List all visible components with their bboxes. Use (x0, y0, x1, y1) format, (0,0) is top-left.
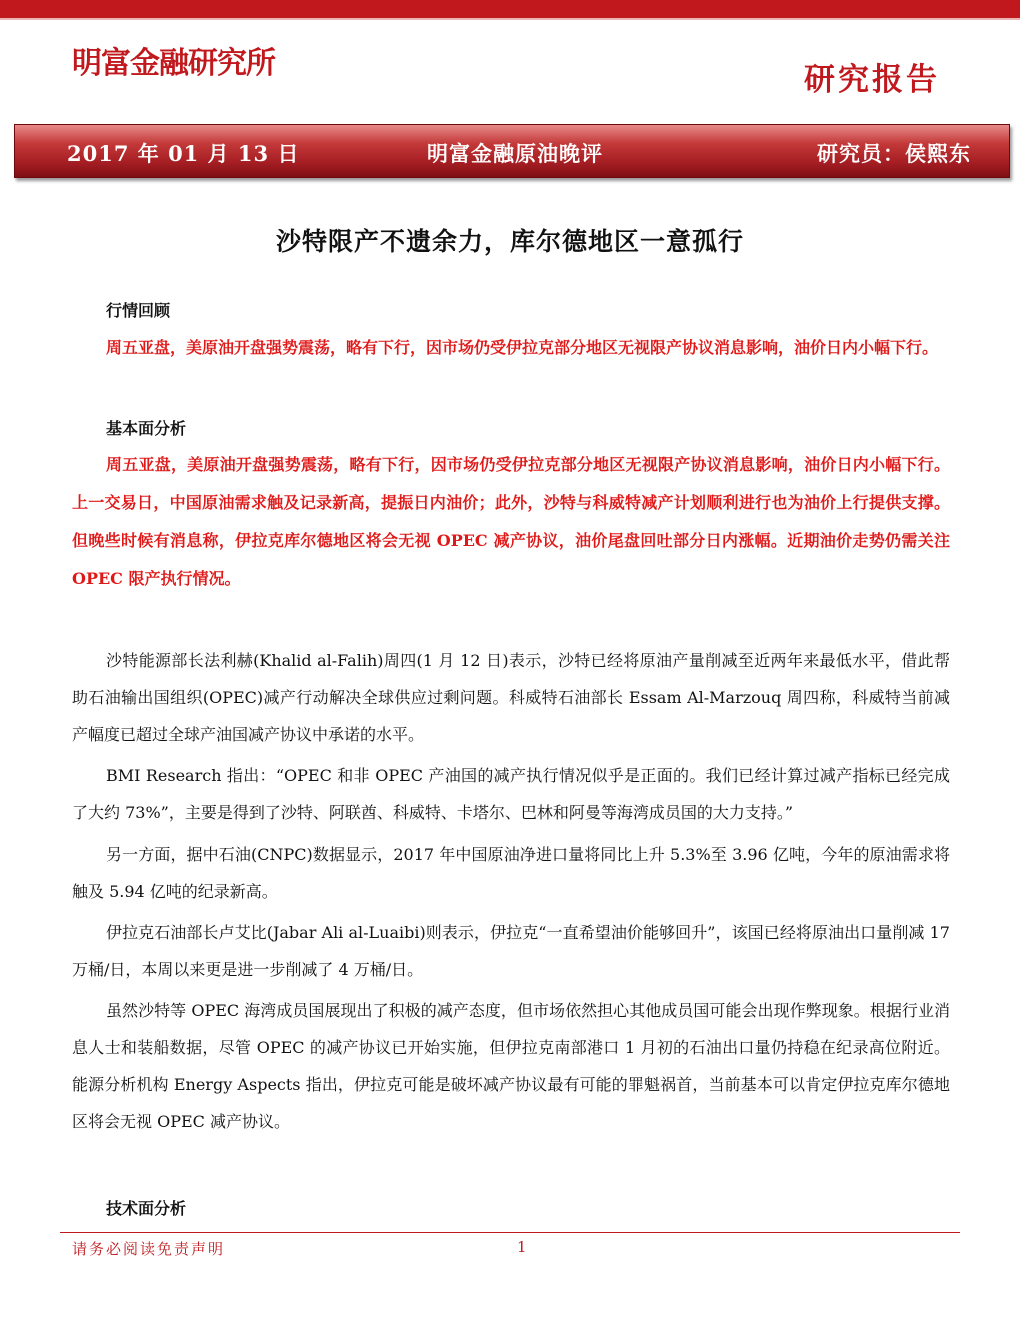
company-logo: 明富金融研究所 (72, 46, 275, 81)
header-banner (14, 124, 1010, 178)
footer-divider (60, 1232, 960, 1233)
disclaimer-link[interactable]: 请务必阅读免责声明 (72, 1240, 226, 1258)
body-paragraph-5: 虽然沙特等 OPEC 海湾成员国展现出了积极的减产态度，但市场依然担心其他成员国可能会出现作弊现象。根据行业消息人士和装船数据，尽管 OPEC 的减产协议已开始实施，但伊拉克南部港口 1 月初的石油出口量仍持稳在纪录高位附近。能源分析机构 Energy Aspects 指出，伊拉克可能是破坏减产协议最有可能的罪魁祸首，当前基本可以肯定伊拉克库尔德地区将会无视 OPEC 减产协议。 (72, 1001, 950, 1131)
body-paragraph-1: 沙特能源部长法利赫(Khalid al-Falih)周四(1 月 12 日)表示，沙特已经将原油产量削减至近两年来最低水平，借此帮助石油输出国组织(OPEC)减产行动解决全球供应过剩问题。科威特石油部长 Essam Al-Marzouq 周四称，科威特当前减产幅度已超过全球产油国减产协议中承诺的水平。 (72, 651, 950, 744)
report-date: 2017 年 01 月 13 日 (67, 141, 300, 166)
fundamental-paragraph: 周五亚盘，美原油开盘强势震荡，略有下行，因市场仍受伊拉克部分地区无视限产协议消息影响，油价日内小幅下行。上一交易日，中国原油需求触及记录新高，提振日内油价；此外，沙特与科威特减产计划顺利进行也为油价上行提供支撑。但晚些时候有消息称，伊拉克库尔德地区将会无视 OPEC 减产协议，油价尾盘回吐部分日内涨幅。近期油价走势仍需关注 OPEC 限产执行情况。 (72, 455, 950, 588)
report-type-label: 研究报告 (804, 62, 940, 98)
section-heading-fundamental: 基本面分析 (106, 419, 187, 438)
page-number: 1 (517, 1238, 527, 1256)
section-heading-technical: 技术面分析 (106, 1199, 187, 1218)
section-heading-review: 行情回顾 (106, 301, 171, 320)
column-name: 明富金融原油晚评 (427, 141, 603, 166)
analyst-name: 研究员：侯熙东 (817, 141, 971, 166)
body-paragraph-3: 另一方面，据中石油(CNPC)数据显示，2017 年中国原油净进口量将同比上升 5.3%至 3.96 亿吨，今年的原油需求将触及 5.94 亿吨的纪录新高。 (72, 845, 950, 901)
body-paragraph-4: 伊拉克石油部长卢艾比(Jabar Ali al-Luaibi)则表示，伊拉克“一直希望油价能够回升”，该国已经将原油出口量削减 17 万桶/日，本周以来更是进一步削减了 4 万桶/日。 (72, 923, 950, 979)
review-paragraph: 周五亚盘，美原油开盘强势震荡，略有下行，因市场仍受伊拉克部分地区无视限产协议消息影响，油价日内小幅下行。 (106, 338, 939, 357)
page-title: 沙特限产不遗余力，库尔德地区一意孤行 (275, 227, 744, 256)
top-red-bar (0, 0, 1020, 18)
body-paragraph-2: BMI Research 指出：“OPEC 和非 OPEC 产油国的减产执行情况似乎是正面的。我们已经计算过减产指标已经完成了大约 73%”，主要是得到了沙特、阿联酋、科威特、卡塔尔、巴林和阿曼等海湾成员国的大力支持。” (72, 766, 950, 822)
